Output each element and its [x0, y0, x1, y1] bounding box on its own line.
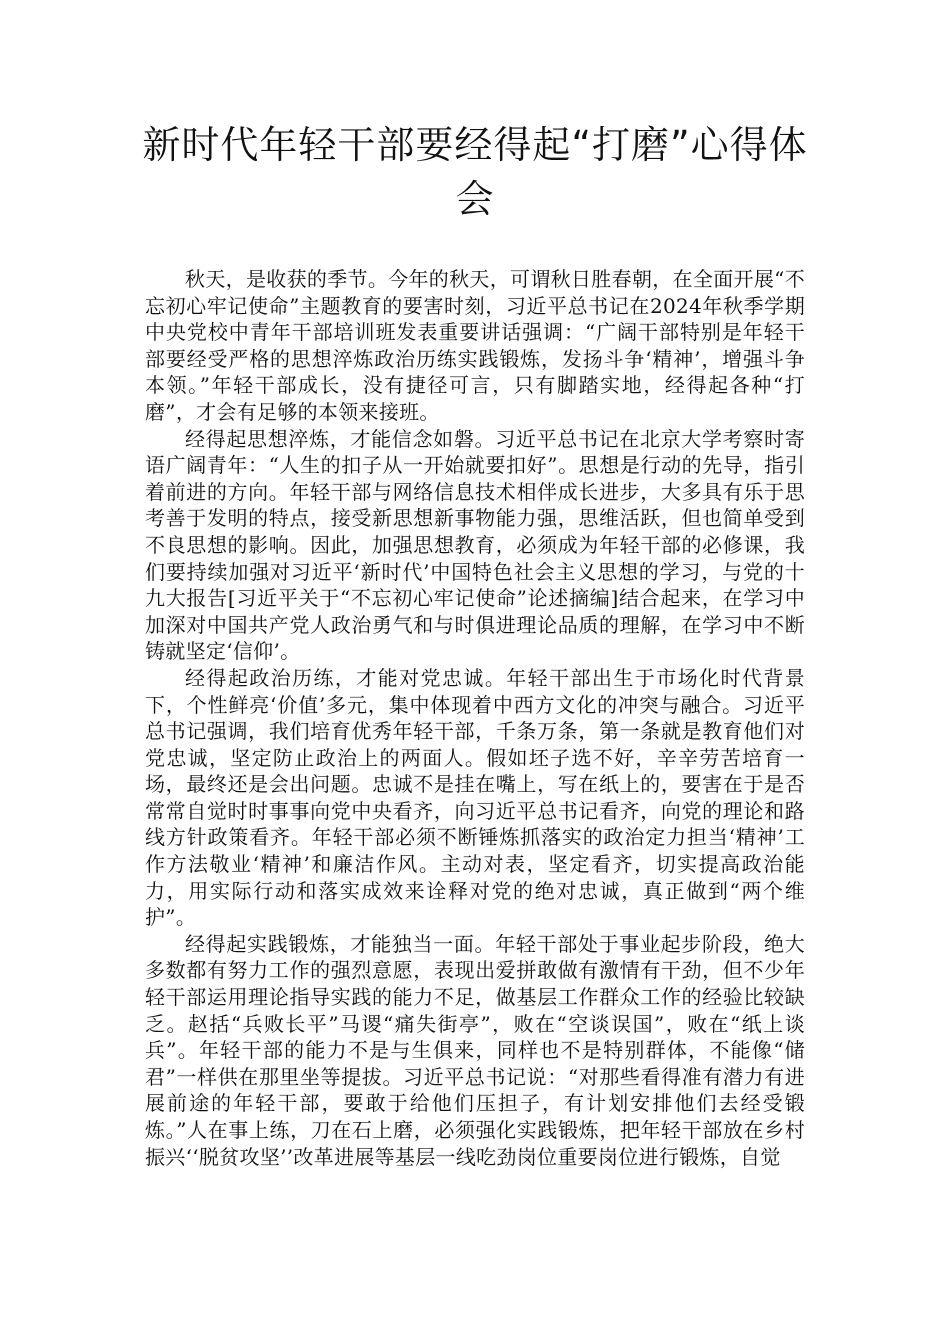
paragraph: 经得起政治历练，才能对党忠诚。年轻干部出生于市场化时代背景下，个性鲜亮‘价值’多元，集中体现着中西方文化的冲突与融合。习近平总书记强调，我们培育优秀年轻干部，千条万条，第一条就是教育他们对党忠诚，坚定防止政治上的两面人。假如坯子选不好，辛辛劳苦培育一场，最终还是会出问题。忠诚不是挂在嘴上，写在纸上的，要害在于是否常常自觉时时事事向党中央看齐，向习近平总书记看齐，向党的理论和路线方针政策看齐。年轻干部必须不断锤炼抓落实的政治定力担当‘精神’工作方法敬业‘精神’和廉洁作风。主动对表，坚定看齐，切实提高政治能力，用实际行动和落实成效来诠释对党的绝对忠诚，真正做到“两个维护”。: [145, 665, 805, 930]
paragraph: 秋天，是收获的季节。今年的秋天，可谓秋日胜春朝，在全面开展“不忘初心牢记使命”主题教育的要害时刻，习近平总书记在2024年秋季学期中央党校中青年干部培训班发表重要讲话强调：“广阔干部特别是年轻干部要经受严格的思想淬炼政治历练实践锻炼，发扬斗争‘精神’，增强斗争本领。”年轻干部成长，没有捷径可言，只有脚踏实地，经得起各种“打磨”，才会有足够的本领来接班。: [145, 267, 805, 424]
document-title: 新时代年轻干部要经得起“打磨”心得体会: [142, 123, 808, 221]
document-body: [145, 266, 805, 1170]
paragraph: 经得起实践锻炼，才能独当一面。年轻干部处于事业起步阶段，绝大多数都有努力工作的强烈意愿，表现出爱拼敢做有激情有干劲，但不少年轻干部运用理论指导实践的能力不足，做基层工作群众工作的经验比较缺乏。赵括“兵败长平”马谡“痛失街亭”，败在“空谈误国”，败在“纸上谈兵”。年轻干部的能力不是与生俱来，同样也不是特别群体，不能像“储君”一样供在那里坐等提拔。习近平总书记说：“对那些看得准有潜力有进展前途的年轻干部，要敢于给他们压担子，有计划安排他们去经受锻炼。”人在事上练，刀在石上磨，必须强化实践锻炼，把年轻干部放在乡村振兴‘‘脱贫攻坚’’改革进展等基层一线吃劲岗位重要岗位进行锻炼，自觉: [145, 931, 805, 1169]
paragraph: 经得起思想淬炼，才能信念如磐。习近平总书记在北京大学考察时寄语广阔青年：“人生的扣子从一开始就要扣好”。思想是行动的先导，指引着前进的方向。年轻干部与网络信息技术相伴成长进步，大多具有乐于思考善于发明的特点，接受新思想新事物能力强，思维活跃，但也简单受到不良思想的影响。因此，加强思想教育，必须成为年轻干部的必修课，我们要持续加强对习近平‘新时代’中国特色社会主义思想的学习，与党的十九大报告[习近平关于“不忘初心牢记使命”论述摘编]结合起来，在学习中加深对中国共产党人政治勇气和与时俱进理论品质的理解，在学习中不断铸就坚定‘信仰’。: [145, 426, 805, 664]
